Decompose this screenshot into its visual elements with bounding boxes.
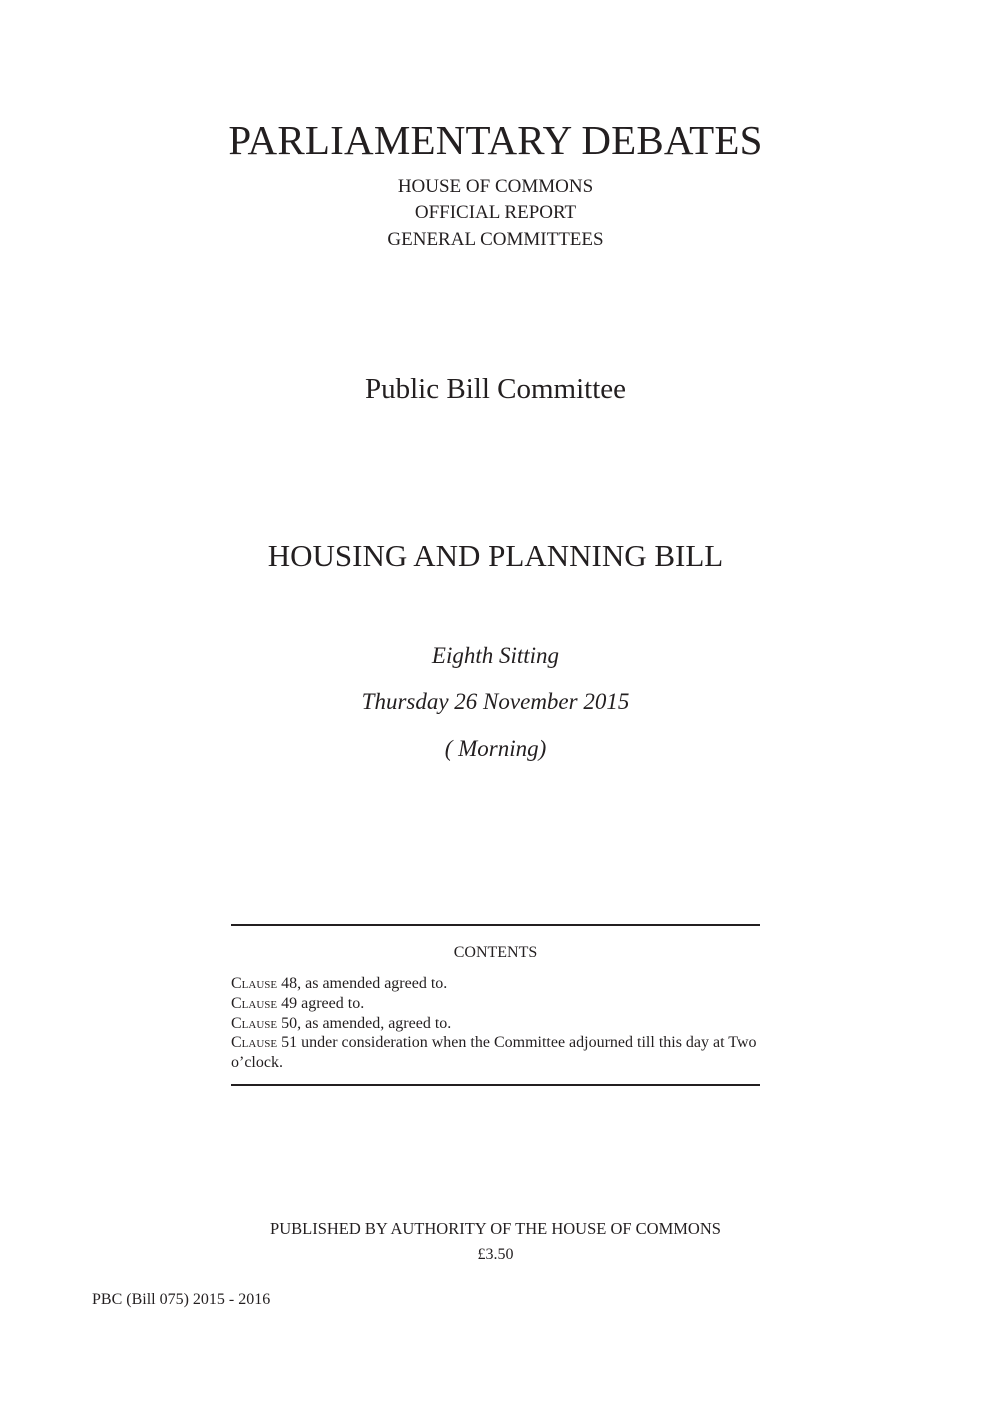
bill-title: HOUSING AND PLANNING BILL [267,538,724,573]
contents-bottom-rule [231,1084,760,1086]
report-type: OFFICIAL REPORT [414,202,577,223]
publication-title: PARLIAMENTARY DEBATES [228,117,763,163]
clause-label: Clause [231,1014,278,1032]
document-reference: PBC (Bill 075) 2015 - 2016 [92,1291,271,1308]
contents-heading: CONTENTS [453,944,538,961]
contents-list [231,974,760,1073]
committee-type: GENERAL COMMITTEES [387,229,604,250]
clause-label: Clause [231,975,278,992]
contents-item: Clause 49 agreed to. [231,994,365,1012]
clause-label: Clause [231,994,278,1012]
sitting-number: Eighth Sitting [431,643,560,668]
contents-item: Clause 51 under consideration when the Committee adjourned till this day at Two o’clock. [231,1034,757,1072]
clause-label: Clause [231,1034,278,1052]
publisher-statement: PUBLISHED BY AUTHORITY OF THE HOUSE OF COMMONS [270,1219,721,1238]
contents-item: Clause 50, as amended, agreed to. [231,1014,452,1032]
sitting-session: ( Morning) [444,736,547,761]
contents-top-rule [231,924,760,926]
sitting-date: Thursday 26 November 2015 [361,689,630,714]
price: £3.50 [477,1246,514,1263]
committee-name: Public Bill Committee [365,373,626,405]
contents-item: Clause 48, as amended agreed to. [231,975,448,992]
house-name: HOUSE OF COMMONS [397,176,594,197]
